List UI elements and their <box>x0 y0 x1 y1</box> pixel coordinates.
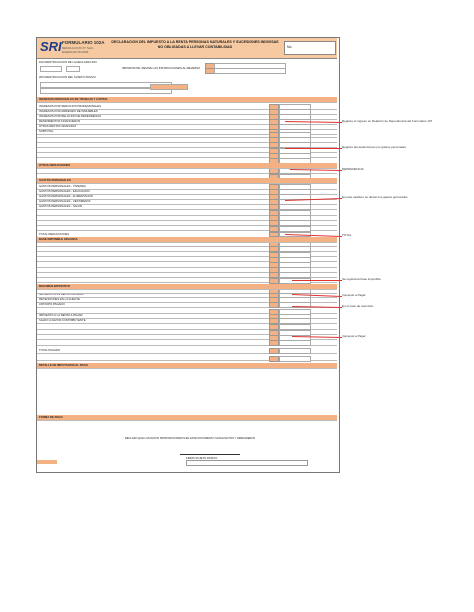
form-no-box[interactable] <box>284 41 336 55</box>
form-row-label: IMPUESTO A LA RENTA CAUSADO <box>39 292 85 296</box>
form-row-label: INGRESOS POR SERVICIOS PROFESIONALES <box>39 104 101 108</box>
annotation-note: En el caso de retención <box>342 304 374 308</box>
year-field[interactable] <box>40 66 62 72</box>
annotation-note: Registre las deducciones por gastos personales <box>342 145 406 149</box>
summary-section-label: RESUMEN IMPOSITIVO <box>39 284 71 288</box>
row-code <box>269 226 279 232</box>
row-code <box>269 309 279 315</box>
grid-row <box>37 356 337 362</box>
row-code <box>269 348 279 354</box>
row-value-field[interactable] <box>279 340 311 346</box>
grid-row <box>37 340 337 346</box>
annotation-note: Impuesto a Pagar <box>342 293 366 297</box>
personal-expenses-header <box>37 178 337 184</box>
identification-label: 100 IDENTIFICACION DE LA DECLARACION <box>39 60 97 64</box>
payment-section-header <box>37 363 337 369</box>
form-row <box>37 204 337 210</box>
sri-logo: SRI <box>40 39 62 54</box>
form-number: FORMULARIO 102A <box>62 40 105 45</box>
row-code <box>269 356 279 362</box>
form-row-label: SUBTOTAL <box>39 129 54 133</box>
row-code <box>269 340 279 346</box>
annotation-note: TOTAL <box>342 233 352 237</box>
form-row-label: TOTAL PAGADO <box>39 348 61 352</box>
taxpayer-label: 200 IDENTIFICACION DEL SUJETO PASIVO <box>39 75 96 79</box>
form-row-label: GASTOS PERSONALES - EDUCACION <box>39 189 90 193</box>
form-ref-field[interactable] <box>214 68 286 74</box>
important-label: IMPORTANTE: REVISE LAS INSTRUCCIONES AL REVERSO <box>122 66 201 70</box>
form-title <box>110 40 280 50</box>
base-section-label: BASE IMPONIBLE GRAVADA <box>39 237 78 241</box>
form-row-label: ANTICIPO PAGADO <box>39 302 65 306</box>
annotation-note: Registre el ingreso en Relación de Dependencia del Formulario 107 <box>342 119 433 123</box>
payment-form-label: FORMA DE PAGO <box>39 415 63 419</box>
other-deductions-label: OTRAS DEDUCCIONES <box>39 163 71 167</box>
personal-expenses-label: GASTOS PERSONALES <box>39 178 71 182</box>
form-row-label: IMPUESTO A LA RENTA A PAGAR <box>39 313 83 317</box>
base-section-header <box>37 237 337 243</box>
form-row-label: INGRESOS POR ARRIENDO DE INMUEBLES <box>39 109 98 113</box>
form-row <box>37 348 337 354</box>
summary-section-header <box>37 284 337 290</box>
grid-row <box>37 226 337 232</box>
form-row-label: GASTOS PERSONALES - VIVIENDA <box>39 184 86 188</box>
important-row <box>120 66 210 71</box>
form-title-line2: NO OBLIGADAS A LLEVAR CONTABILIDAD <box>157 45 233 49</box>
income-section-label: INGRESOS PERSONALES DE TRABAJO Y CAPITAL <box>39 97 108 101</box>
row-code <box>269 318 279 324</box>
row-value-field[interactable] <box>279 302 311 308</box>
signature-label: FIRMA SUJETO PASIVO <box>186 456 218 460</box>
annotation-note: Se registra la base imponible <box>342 277 381 281</box>
annotation-note: Impuesto a Pagar <box>342 334 366 338</box>
signature-line <box>180 454 240 455</box>
bottom-payment-field[interactable] <box>186 460 308 466</box>
bottom-code <box>37 460 57 464</box>
form-row-label: OTRAS RENTAS GRAVADAS <box>39 124 77 128</box>
annotation-note: En este casillero se ubican los gastos personales <box>342 195 408 199</box>
form-row-label: RENDIMIENTOS FINANCIEROS <box>39 119 81 123</box>
highlight-field[interactable] <box>150 84 188 90</box>
form-row <box>37 318 337 324</box>
taxpayer-row <box>37 75 337 81</box>
row-code <box>269 302 279 308</box>
row-value-field[interactable] <box>279 318 311 324</box>
form-row-label: SALDO A FAVOR CONTRIBUYENTE <box>39 318 86 322</box>
form-row <box>37 302 337 308</box>
payment-form-header <box>37 415 337 421</box>
row-value-field[interactable] <box>279 226 311 232</box>
form-row-label: RETENCIONES EN LA FUENTE <box>39 297 80 301</box>
grid-row <box>37 309 337 315</box>
form-subtitle: RESOLUCION N° NAC-DGERCGC15-0003 <box>62 46 95 54</box>
payment-section-label: DETALLE DE IMPUTACION AL PAGO <box>39 363 88 367</box>
annotation-connector <box>292 280 342 281</box>
form-title-line1: DECLARACION DEL IMPUESTO A LA RENTA PERSONAS NATURALES Y SUCESIONES INDIVISAS <box>111 40 279 44</box>
form-no-label: No. <box>287 45 293 49</box>
annotation-note: DEPENDENCIA <box>342 167 364 171</box>
period-field[interactable] <box>66 66 80 72</box>
form-row-label: TOTAL DEDUCCIONES <box>39 232 70 236</box>
row-value-field[interactable] <box>279 356 311 362</box>
annotation-connector <box>285 148 342 149</box>
form-row-label: GASTOS PERSONALES - VESTIMENTA <box>39 199 91 203</box>
row-value-field[interactable] <box>279 309 311 315</box>
form-row-label: GASTOS PERSONALES - SALUD <box>39 204 83 208</box>
declaration-note: DECLARO QUE LOS DATOS PROPORCIONADOS EN ESTE DOCUMENTO SON EXACTOS Y VERDADEROS <box>124 437 256 440</box>
form-row-label: GASTOS PERSONALES - ALIMENTACION <box>39 194 94 198</box>
row-value-field[interactable] <box>279 348 311 354</box>
income-section-header <box>37 97 337 103</box>
form-row-label: INGRESOS POR RELACION DE DEPENDENCIA <box>39 114 102 118</box>
